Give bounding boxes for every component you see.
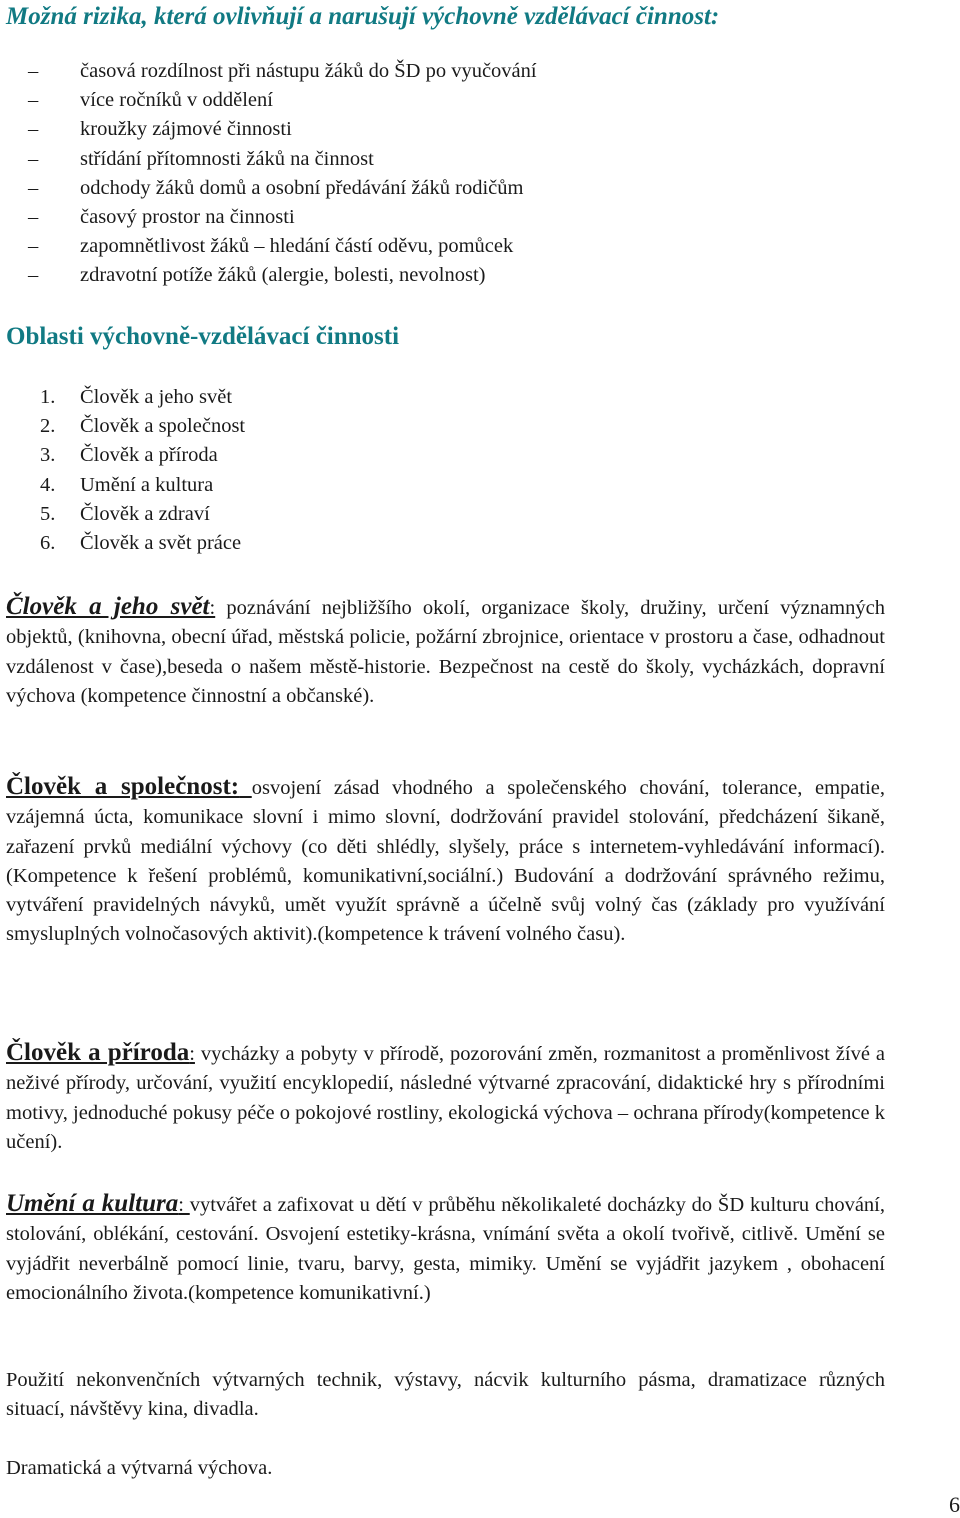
areas-heading: Oblasti výchovně-vzdělávací činnosti — [6, 323, 400, 350]
section-text: osvojení zásad vhodného a společenského chování, tolerance, empatie, vzájemná úcta, komunikace slovní i mimo slovní, dodržování pravidel stolování, předcházení šikaně, zařazení prvků mediální výchovy (co děti shlédly, slyšely, práce s internetem-vyhledávání informací).(Kompetence k řešení problémů, komunikativní,sociální.) Budování a dodržování správného režimu, vytváření pravidelných návyků, umět využít správně a účelně svůj volný čas (základy pro využívání smysluplných volnočasových aktivit).(kompetence k trávení volného času). — [6, 777, 885, 946]
list-item: 1. Člověk a jeho svět — [40, 386, 233, 408]
paragraph-techniky: Použití nekonvenčních výtvarných technik, výstavy, nácvik kulturního pásma, dramatizace různých situací, návštěvy kina, divadla. — [6, 1369, 885, 1421]
page-number: 6 — [949, 1492, 960, 1517]
list-item: – časová rozdílnost při nástupu žáků do ŠD po vyučování — [0, 57, 537, 86]
list-item: – kroužky zájmové činnosti — [0, 115, 537, 144]
dash-marker: – — [28, 176, 39, 199]
dash-marker: – — [28, 89, 39, 112]
section-text: vycházky a pobyty v přírodě, pozorování změn, rozmanitost a proměnlivost žívé a neživé přírody, určování, využití encyklopedií, následné výtvarné zpracování, didaktické hry s přírodními motivy, jednoduché pokusy péče o pokojové rostliny, ekologická výchova – ochrana přírody(kompetence k učení). — [6, 1043, 886, 1153]
risks-heading: Možná rizika, která ovlivňují a narušují výchovně vzdělávací činnost: — [6, 3, 720, 30]
list-item: 6. Člověk a svět práce — [40, 531, 242, 554]
list-item: 4. Umění a kultura — [40, 473, 214, 496]
section-text: poznávání nejbližšího okolí, organizace školy, družiny, určení významných objektů, (knihovna, obecní úřad, městská policie, požární zbrojnice, orientace v prostoru a čase, odhadnout vzdálenost v čase),beseda o našem městě-historie. Bezpečnost na cestě do školy, vycházkách, dopravní výchova (kompetence činnostní a občanské). — [6, 597, 885, 707]
paragraph-dramaticka: Dramatická a výtvarná výchova. — [6, 1457, 273, 1479]
section-umeni-a-kultura: Umění a kultura: vytvářet a zafixovat u dětí v průběhu několikaleté docházky do ŠD kulturu chování, stolování, oblékání, cestování. Osvojení estetiky-krásna, vnímání světa a okolí tvořivě, citlivě. Umění se vyjádřit neverbálně pomocí linie, tvaru, barvy, gesta, mimiky. Umění se vyjádřit jazykem , obohacení emocionálního života.(kompetence komunikativní.) — [6, 1190, 885, 1304]
dash-marker: – — [28, 235, 39, 258]
dash-marker: – — [28, 147, 39, 170]
section-title: Člověk a společnost: — [6, 773, 240, 800]
risks-list — [0, 57, 537, 291]
section-title: Člověk a jeho svět — [6, 593, 210, 620]
list-item: – střídání přítomnosti žáků na činnost — [0, 145, 537, 174]
list-item: – odchody žáků domů a osobní předávání žáků rodičům — [0, 174, 537, 203]
areas-list — [0, 383, 245, 558]
list-item: – časový prostor na činnosti — [0, 203, 537, 232]
list-item: – více ročníků v oddělení — [0, 86, 537, 115]
list-item: – zapomnětlivost žáků – hledání částí oděvu, pomůcek — [0, 232, 537, 261]
section-title: Člověk a příroda — [6, 1039, 190, 1066]
dash-marker: – — [28, 264, 39, 287]
list-item: 2. Člověk a společnost — [40, 415, 246, 438]
list-item: 3. Člověk a příroda — [40, 444, 218, 467]
dash-marker: – — [28, 60, 39, 82]
section-clovek-a-jeho-svet: Člověk a jeho svět: poznávání nejbližšího okolí, organizace školy, družiny, určení významných objektů, (knihovna, obecní úřad, městská policie, požární zbrojnice, orientace v prostoru a čase, odhadnout vzdálenost v čase),beseda o našem městě-historie. Bezpečnost na cestě do školy, vycházkách, dopravní výchova (kompetence činnostní a občanské). — [6, 593, 885, 707]
section-clovek-a-priroda: Člověk a příroda: vycházky a pobyty v přírodě, pozorování změn, rozmanitost a proměnlivost žívé a neživé přírody, určování, využití encyklopedií, následné výtvarné zpracování, didaktické hry s přírodními motivy, jednoduché pokusy péče o pokojové rostliny, ekologická výchova – ochrana přírody(kompetence k učení). — [6, 1039, 886, 1153]
dash-marker: – — [28, 205, 39, 228]
dash-marker: – — [28, 118, 39, 141]
section-title: Umění a kultura — [6, 1190, 179, 1217]
list-item: 5. Člověk a zdraví — [40, 502, 210, 525]
list-item: – zdravotní potíže žáků (alergie, bolesti, nevolnost) — [0, 261, 537, 290]
section-clovek-a-spolecnost — [6, 772, 885, 950]
section-text: vytvářet a zafixovat u dětí v průběhu několikaleté docházky do ŠD kulturu chování, stolování, oblékání, cestování. Osvojení estetiky-krásna, vnímání světa a okolí tvořivě, citlivě. Umění se vyjádřit neverbálně pomocí linie, tvaru, barvy, gesta, mimiky. Umění se vyjádřit jazykem , obohacení emocionálního života.(kompetence komunikativní.) — [6, 1194, 885, 1304]
